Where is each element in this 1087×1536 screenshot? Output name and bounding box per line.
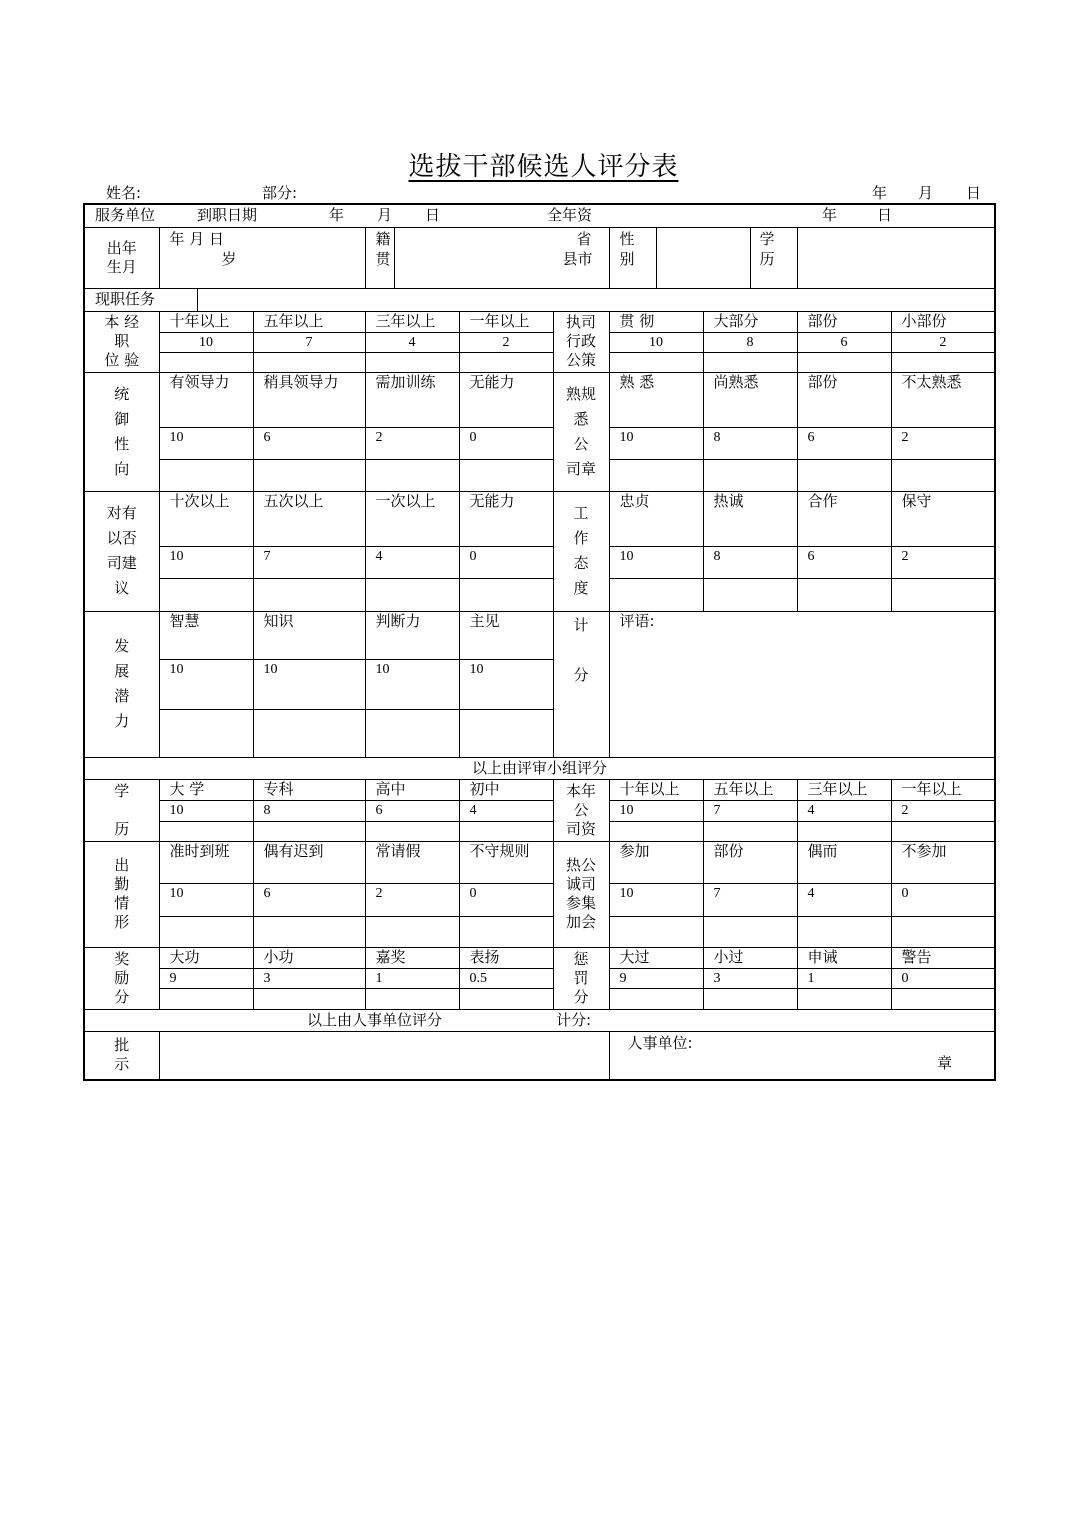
policy-rating-4[interactable]: [891, 352, 995, 372]
education-label: 学 历: [84, 780, 159, 842]
reward-score-4: 0.5: [459, 969, 553, 989]
origin-label-2: 贯: [375, 249, 391, 268]
current-job-divider: [197, 289, 198, 310]
edu-rating-3[interactable]: [365, 821, 459, 841]
sugg-rating-1[interactable]: [159, 579, 253, 611]
pot-option-2: 知识: [253, 611, 365, 659]
policy-rating-1[interactable]: [609, 352, 703, 372]
rules-rating-4[interactable]: [891, 460, 995, 492]
penalty-rating-3[interactable]: [797, 989, 891, 1009]
lead-rating-2[interactable]: [253, 460, 365, 492]
hr-note: 以上由人事单位评分: [307, 1010, 443, 1029]
pot-score-1: 10: [159, 660, 253, 710]
seniority-day: 日: [877, 206, 893, 224]
exp-score-1: 10: [159, 332, 253, 352]
hr-total-label: 计分:: [556, 1010, 592, 1029]
attitude-score-1: 10: [609, 546, 703, 578]
pot-rating-2[interactable]: [253, 709, 365, 757]
sugg-option-1: 十次以上: [159, 492, 253, 547]
edu-label-1: 学: [759, 229, 775, 248]
att-rating-3[interactable]: [365, 916, 459, 947]
exp-rating-3[interactable]: [365, 352, 459, 372]
pot-rating-4[interactable]: [459, 709, 553, 757]
att-option-1: 准时到班: [159, 841, 253, 883]
pot-score-2: 10: [253, 660, 365, 710]
origin-label-1: 籍: [375, 229, 391, 248]
att-rating-2[interactable]: [253, 916, 365, 947]
attitude-rating-4[interactable]: [891, 579, 995, 611]
reward-option-4: 表扬: [459, 947, 553, 968]
sen-rating-2[interactable]: [703, 821, 797, 841]
att-option-2: 偶有迟到: [253, 841, 365, 883]
rules-option-3: 部份: [797, 373, 891, 428]
hr-unit-box[interactable]: [609, 1031, 995, 1080]
policy-score-3: 6: [797, 332, 891, 352]
evaluation-table: [83, 203, 996, 1081]
att-score-2: 6: [253, 884, 365, 916]
sen-rating-1[interactable]: [609, 821, 703, 841]
lead-score-3: 2: [365, 427, 459, 459]
meet-score-2: 7: [703, 884, 797, 916]
lead-option-2: 稍具领导力: [253, 373, 365, 428]
edu-score-3: 6: [365, 801, 459, 821]
policy-score-1: 10: [609, 332, 703, 352]
group-note: 以上由评审小组评分: [84, 758, 995, 780]
att-score-3: 2: [365, 884, 459, 916]
pot-rating-3[interactable]: [365, 709, 459, 757]
exp-option-3: 三年以上: [365, 311, 459, 332]
header-day: 日: [966, 184, 982, 202]
seal-label: 章: [937, 1053, 953, 1072]
seniority-label: 本年 公 司资: [553, 780, 609, 842]
sen-option-3: 三年以上: [797, 780, 891, 801]
reward-option-2: 小功: [253, 947, 365, 968]
exp-rating-2[interactable]: [253, 352, 365, 372]
penalty-label: 惩 罚 分: [553, 947, 609, 1009]
hr-unit-label: 人事单位:: [627, 1033, 693, 1052]
gender-end: [750, 228, 751, 289]
reward-score-2: 3: [253, 969, 365, 989]
att-rating-1[interactable]: [159, 916, 253, 947]
current-job-row: [84, 289, 995, 311]
sugg-rating-3[interactable]: [365, 579, 459, 611]
attitude-score-3: 6: [797, 546, 891, 578]
pot-score-4: 10: [459, 660, 553, 710]
edu-divider: [797, 228, 798, 289]
attitude-label: 工 作 态 度: [553, 492, 609, 611]
join-month: 月: [377, 206, 393, 224]
sen-score-4: 2: [891, 801, 995, 821]
gender-cell: [609, 227, 797, 289]
current-job-label: 现职任务: [95, 290, 156, 309]
rules-option-4: 不太熟悉: [891, 373, 995, 428]
lead-option-4: 无能力: [459, 373, 553, 428]
exp-option-1: 十年以上: [159, 311, 253, 332]
meet-rating-3[interactable]: [797, 916, 891, 947]
penalty-option-1: 大过: [609, 947, 703, 968]
join-date-label: 到职日期: [197, 206, 258, 224]
sen-rating-4[interactable]: [891, 821, 995, 841]
experience-label: 本 经 职 位 验: [84, 311, 159, 373]
policy-score-4: 2: [891, 332, 995, 352]
header-year: 年: [872, 184, 888, 202]
policy-option-3: 部份: [797, 311, 891, 332]
reward-label: 奖 励 分: [84, 947, 159, 1009]
meet-score-1: 10: [609, 884, 703, 916]
reward-option-1: 大功: [159, 947, 253, 968]
exp-score-4: 2: [459, 332, 553, 352]
reward-rating-2[interactable]: [253, 989, 365, 1009]
exp-score-3: 4: [365, 332, 459, 352]
meet-rating-2[interactable]: [703, 916, 797, 947]
gender-label-2: 别: [619, 249, 635, 268]
attitude-option-4: 保守: [891, 492, 995, 547]
attendance-label: 出 勤 情 形: [84, 841, 159, 947]
reward-rating-3[interactable]: [365, 989, 459, 1009]
penalty-score-2: 3: [703, 969, 797, 989]
edu-option-2: 专科: [253, 780, 365, 801]
gender-divider: [656, 228, 657, 289]
att-score-1: 10: [159, 884, 253, 916]
join-day: 日: [425, 206, 441, 224]
sen-option-1: 十年以上: [609, 780, 703, 801]
potential-label: 发 展 潜 力: [84, 611, 159, 757]
policy-score-2: 8: [703, 332, 797, 352]
rules-rating-2[interactable]: [703, 460, 797, 492]
pot-option-4: 主见: [459, 611, 553, 659]
edu-score-1: 10: [159, 801, 253, 821]
policy-option-2: 大部分: [703, 311, 797, 332]
policy-rating-3[interactable]: [797, 352, 891, 372]
exp-option-2: 五年以上: [253, 311, 365, 332]
meet-option-2: 部份: [703, 841, 797, 883]
att-option-4: 不守规则: [459, 841, 553, 883]
penalty-option-4: 警告: [891, 947, 995, 968]
lead-rating-4[interactable]: [459, 460, 553, 492]
birth-label: 出年 生月: [84, 227, 159, 289]
origin-cell: [365, 227, 609, 289]
rules-option-1: 熟 悉: [609, 373, 703, 428]
policy-option-4: 小部份: [891, 311, 995, 332]
service-unit-label: 服务单位: [95, 206, 156, 224]
name-label: 姓名:: [106, 184, 142, 202]
reward-score-3: 1: [365, 969, 459, 989]
birth-ymd: 年 月 日: [169, 229, 225, 248]
leadership-label: 统 御 性 向: [84, 373, 159, 492]
sen-score-2: 7: [703, 801, 797, 821]
att-option-3: 常请假: [365, 841, 459, 883]
meet-option-3: 偶而: [797, 841, 891, 883]
seniority-year: 年: [822, 206, 838, 224]
approval-box[interactable]: [159, 1031, 609, 1080]
sugg-option-4: 无能力: [459, 492, 553, 547]
approval-label: 批 示: [84, 1031, 159, 1080]
rules-score-4: 2: [891, 427, 995, 459]
rules-label: 熟规 悉 公 司章: [553, 373, 609, 492]
service-row: [84, 204, 995, 227]
pot-option-1: 智慧: [159, 611, 253, 659]
attitude-rating-3[interactable]: [797, 579, 891, 611]
sugg-rating-4[interactable]: [459, 579, 553, 611]
sen-option-2: 五年以上: [703, 780, 797, 801]
reward-option-3: 嘉奖: [365, 947, 459, 968]
lead-score-1: 10: [159, 427, 253, 459]
penalty-rating-2[interactable]: [703, 989, 797, 1009]
birth-cell: [159, 227, 365, 289]
age-label: 岁: [221, 249, 237, 268]
attitude-option-3: 合作: [797, 492, 891, 547]
lead-rating-1[interactable]: [159, 460, 253, 492]
sugg-score-2: 7: [253, 546, 365, 578]
meet-option-1: 参加: [609, 841, 703, 883]
total-score-label: 计 分: [553, 611, 609, 757]
policy-label: 执司 行政 公策: [553, 311, 609, 373]
sugg-score-3: 4: [365, 546, 459, 578]
sen-option-4: 一年以上: [891, 780, 995, 801]
pot-rating-1[interactable]: [159, 709, 253, 757]
edu-score-2: 8: [253, 801, 365, 821]
sugg-option-3: 一次以上: [365, 492, 459, 547]
attitude-rating-2[interactable]: [703, 579, 797, 611]
meet-rating-1[interactable]: [609, 916, 703, 947]
hr-note-row: [84, 1009, 995, 1031]
meeting-label: 热公 诚司 参集 加会: [553, 841, 609, 947]
meet-score-4: 0: [891, 884, 995, 916]
rules-rating-3[interactable]: [797, 460, 891, 492]
penalty-score-4: 0: [891, 969, 995, 989]
exp-score-2: 7: [253, 332, 365, 352]
policy-option-1: 贯 彻: [609, 311, 703, 332]
annual-seniority-label: 全年资: [547, 206, 593, 224]
edu-option-4: 初中: [459, 780, 553, 801]
penalty-rating-1[interactable]: [609, 989, 703, 1009]
reward-score-1: 9: [159, 969, 253, 989]
penalty-score-3: 1: [797, 969, 891, 989]
policy-rating-2[interactable]: [703, 352, 797, 372]
sen-score-1: 10: [609, 801, 703, 821]
lead-score-4: 0: [459, 427, 553, 459]
attitude-option-2: 热诚: [703, 492, 797, 547]
attitude-option-1: 忠贞: [609, 492, 703, 547]
form-title: 选拔干部候选人评分表: [408, 152, 679, 182]
province-label: 省: [576, 229, 592, 248]
meet-option-4: 不参加: [891, 841, 995, 883]
attitude-rating-1[interactable]: [609, 579, 703, 611]
att-score-4: 0: [459, 884, 553, 916]
att-rating-4[interactable]: [459, 916, 553, 947]
suggestion-label: 对有 以否 司建 议: [84, 492, 159, 611]
dept-label: 部分:: [262, 184, 298, 202]
meet-rating-4[interactable]: [891, 916, 995, 947]
rules-score-3: 6: [797, 427, 891, 459]
rules-score-2: 8: [703, 427, 797, 459]
header-month: 月: [918, 184, 934, 202]
sugg-score-1: 10: [159, 546, 253, 578]
lead-score-2: 6: [253, 427, 365, 459]
rules-score-1: 10: [609, 427, 703, 459]
lead-option-1: 有领导力: [159, 373, 253, 428]
comment-box[interactable]: [609, 611, 995, 757]
join-year: 年: [329, 206, 345, 224]
sugg-rating-2[interactable]: [253, 579, 365, 611]
edu-value: [797, 227, 995, 289]
gender-label-1: 性: [619, 229, 635, 248]
edu-rating-1[interactable]: [159, 821, 253, 841]
sen-score-3: 4: [797, 801, 891, 821]
edu-label-2: 历: [759, 249, 775, 268]
reward-rating-4[interactable]: [459, 989, 553, 1009]
attitude-score-4: 2: [891, 546, 995, 578]
comment-label: 评语:: [619, 611, 655, 630]
rules-option-2: 尚熟悉: [703, 373, 797, 428]
evaluation-form: [83, 203, 994, 1081]
rules-rating-1[interactable]: [609, 460, 703, 492]
penalty-score-1: 9: [609, 969, 703, 989]
edu-rating-4[interactable]: [459, 821, 553, 841]
reward-rating-1[interactable]: [159, 989, 253, 1009]
meet-score-3: 4: [797, 884, 891, 916]
penalty-option-3: 申诫: [797, 947, 891, 968]
penalty-rating-4[interactable]: [891, 989, 995, 1009]
exp-rating-4[interactable]: [459, 352, 553, 372]
county-label: 县市: [562, 249, 593, 268]
lead-option-3: 需加训练: [365, 373, 459, 428]
sen-rating-3[interactable]: [797, 821, 891, 841]
edu-option-3: 高中: [365, 780, 459, 801]
edu-option-1: 大 学: [159, 780, 253, 801]
penalty-option-2: 小过: [703, 947, 797, 968]
attitude-score-2: 8: [703, 546, 797, 578]
sugg-option-2: 五次以上: [253, 492, 365, 547]
pot-score-3: 10: [365, 660, 459, 710]
exp-rating-1[interactable]: [159, 352, 253, 372]
pot-option-3: 判断力: [365, 611, 459, 659]
edu-rating-2[interactable]: [253, 821, 365, 841]
exp-option-4: 一年以上: [459, 311, 553, 332]
lead-rating-3[interactable]: [365, 460, 459, 492]
sugg-score-4: 0: [459, 546, 553, 578]
edu-score-4: 4: [459, 801, 553, 821]
origin-divider: [394, 228, 395, 289]
